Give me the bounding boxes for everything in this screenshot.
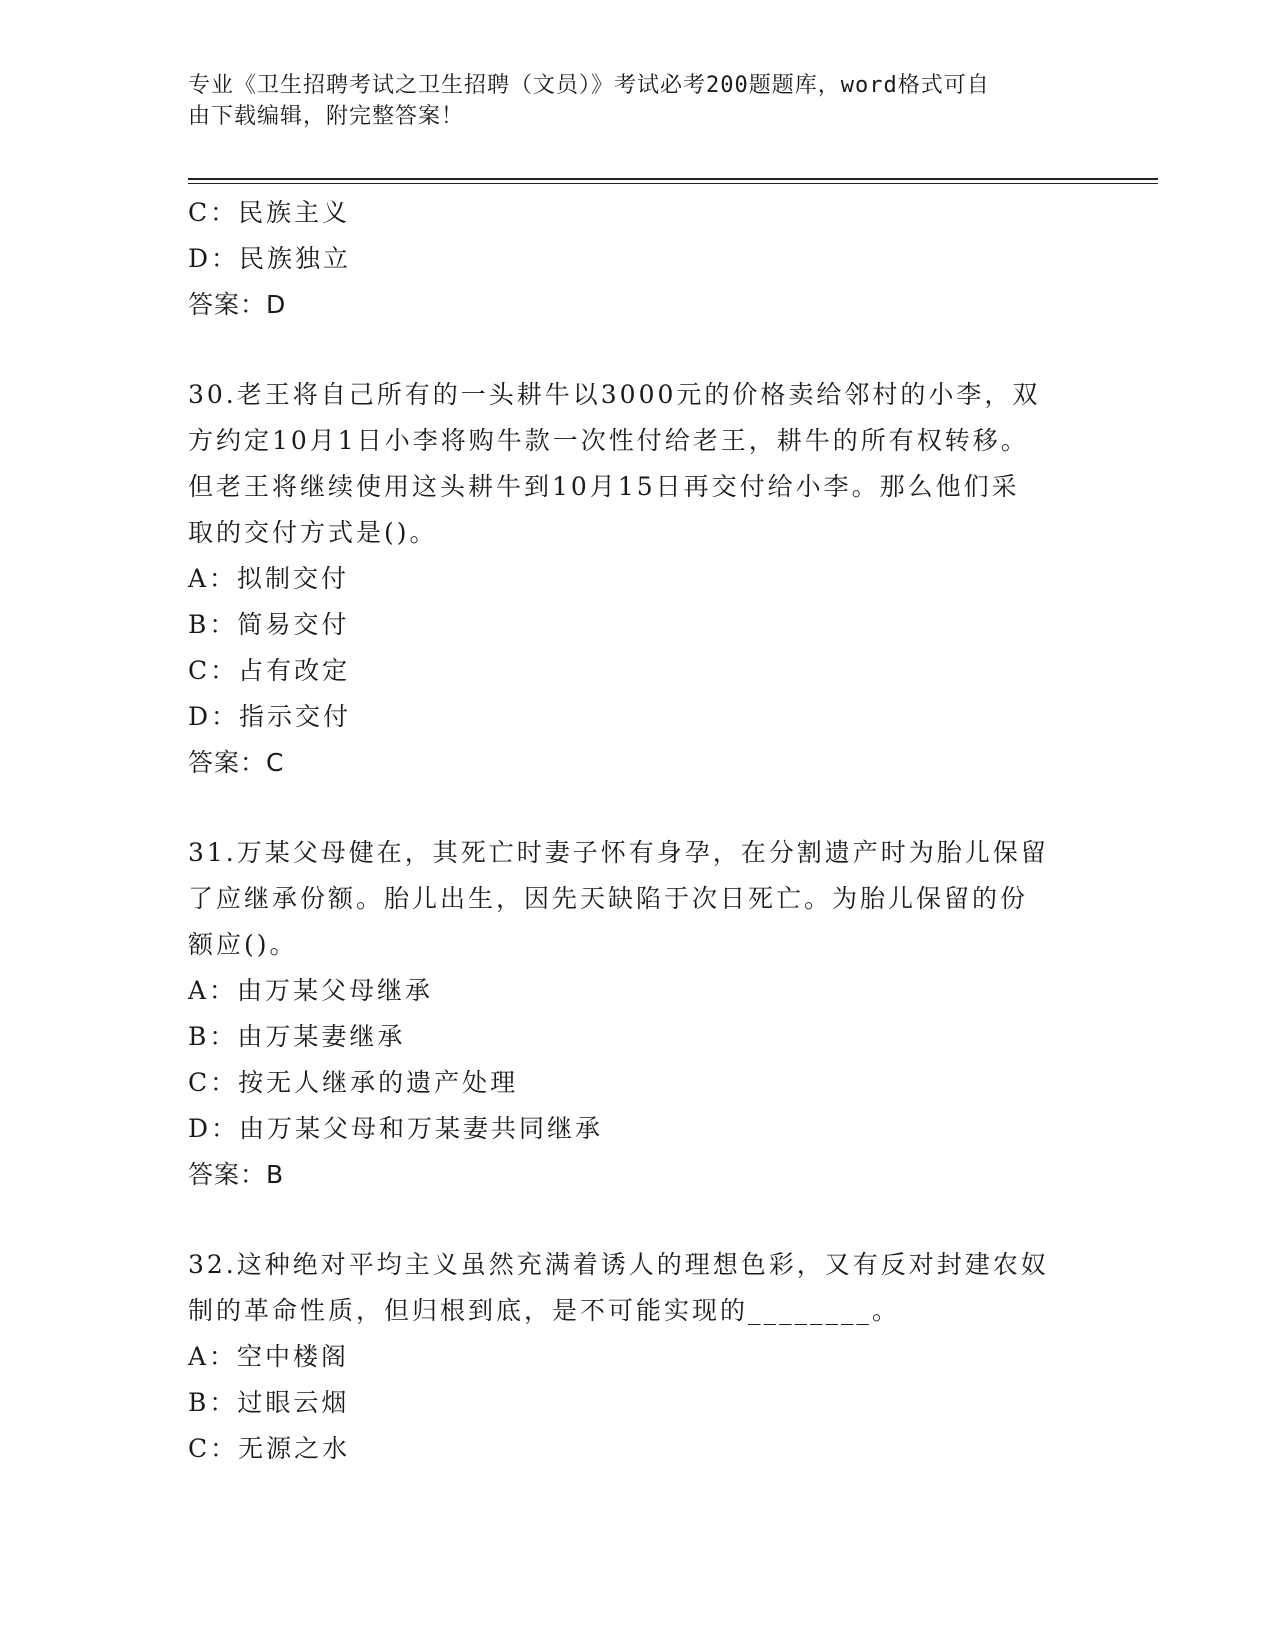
question-content (188, 190, 1088, 1472)
option-c: C：按无人继承的遗产处理 (188, 1068, 519, 1097)
option-d: D：民族独立 (188, 244, 352, 273)
header-rule-thick (188, 178, 1158, 180)
previous-question-tail (188, 190, 1088, 328)
question-text-line: 31.万某父母健在，其死亡时妻子怀有身孕，在分割遗产时为胎儿保留 (188, 838, 1049, 867)
document-header (188, 70, 1068, 132)
answer-line: 答案：D (188, 290, 287, 319)
header-line-1: 专业《卫生招聘考试之卫生招聘（文员）》考试必考200题题库，word格式可自 (188, 73, 990, 98)
answer-line: 答案：C (188, 748, 285, 777)
option-d: D：由万某父母和万某妻共同继承 (188, 1114, 604, 1143)
header-rule-thin (188, 183, 1158, 184)
question-text-line: 取的交付方式是()。 (188, 518, 438, 547)
option-a: A：空中楼阁 (188, 1342, 350, 1371)
option-b: B：由万某妻继承 (188, 1022, 406, 1051)
option-c: C：占有改定 (188, 656, 351, 685)
question-text-line: 制的革命性质，但归根到底，是不可能实现的________。 (188, 1296, 901, 1325)
option-a: A：拟制交付 (188, 564, 350, 593)
question-text-line: 了应继承份额。胎儿出生，因先天缺陷于次日死亡。为胎儿保留的份 (188, 884, 1029, 913)
option-d: D：指示交付 (188, 702, 352, 731)
option-c: C：民族主义 (188, 198, 351, 227)
question-text-line: 32.这种绝对平均主义虽然充满着诱人的理想色彩，又有反对封建农奴 (188, 1250, 1049, 1279)
question-31 (188, 830, 1088, 1198)
question-text-line: 但老王将继续使用这头耕牛到10月15日再交付给小李。那么他们采 (188, 472, 1020, 501)
option-b: B：过眼云烟 (188, 1388, 350, 1417)
question-text-line: 30.老王将自己所有的一头耕牛以3000元的价格卖给邻村的小李，双 (188, 380, 1041, 409)
spacer (188, 1198, 1088, 1242)
spacer (188, 328, 1088, 372)
header-line-2: 由下载编辑，附完整答案！ (188, 104, 465, 129)
spacer (188, 786, 1088, 830)
question-text-line: 额应()。 (188, 930, 298, 959)
answer-line: 答案：B (188, 1160, 285, 1189)
option-a: A：由万某父母继承 (188, 976, 434, 1005)
option-b: B：简易交付 (188, 610, 350, 639)
question-text-line: 方约定10月1日小李将购牛款一次性付给老王，耕牛的所有权转移。 (188, 426, 1029, 455)
question-30 (188, 372, 1088, 786)
question-32 (188, 1242, 1088, 1472)
option-c: C：无源之水 (188, 1434, 351, 1463)
